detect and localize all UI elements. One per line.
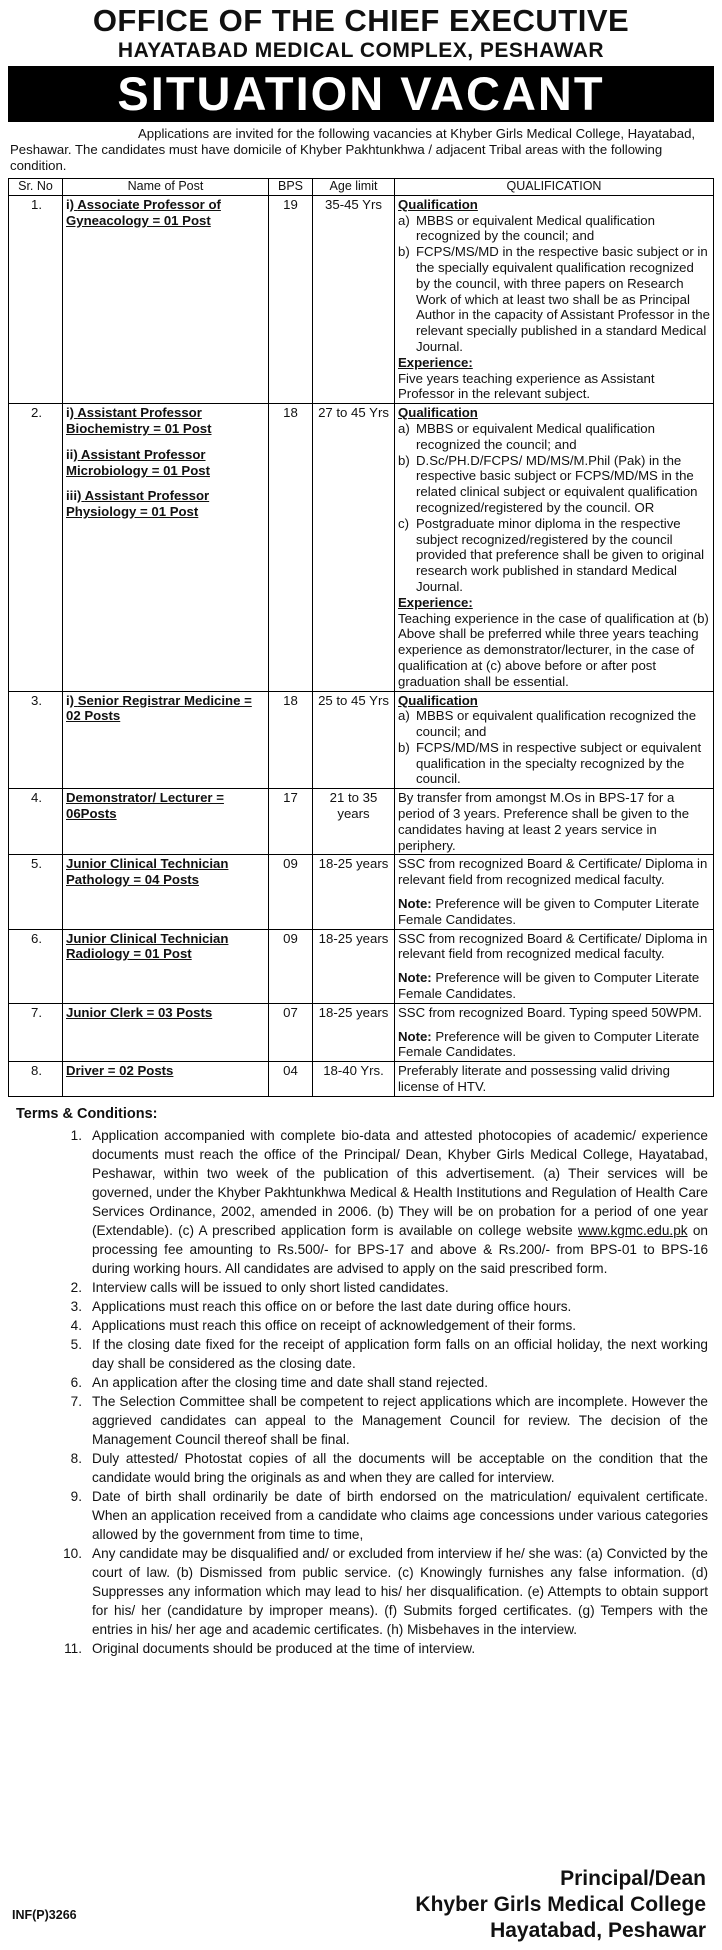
cell-qualification (395, 691, 714, 789)
term-number: 2. (70, 1279, 82, 1295)
intro-paragraph: Applications are invited for the following vacancies at Khyber Girls Medical College, Hayatabad, Peshawar. The candidates must have domicile of Khyber Pakhtunkhwa / adjacent Tribal areas with the following condition. (10, 126, 696, 173)
cell-bps: 17 (269, 789, 313, 855)
header-name-of-post: Name of Post (63, 179, 269, 196)
term-text: Applications must reach this office on or before the last date during office hours. (92, 1298, 572, 1314)
post-title: Junior Clerk = 03 Posts (66, 1004, 213, 1020)
term-number: 6. (70, 1374, 82, 1390)
post-title: Assistant Professor Biochemistry = 01 Post (66, 405, 212, 436)
cell-sr-no: 8. (9, 1062, 63, 1097)
table-row (9, 855, 714, 929)
table-row (9, 691, 714, 789)
qualification-text: D.Sc/PH.D/FCPS/ MD/MS/M.Phil (Pak) in the respective basic subject or FCPS/MD/MS in the related clinical subject or equivalent qualification recognized/registered by the council. OR (416, 452, 698, 515)
term-item (8, 1487, 714, 1544)
office-title: OFFICE OF THE CHIEF EXECUTIVE (92, 3, 630, 38)
term-item (8, 1278, 714, 1297)
cell-age-limit: 21 to 35 years (313, 789, 395, 855)
signatory-title: Principal/Dean (560, 1867, 706, 1890)
qualification-letter: b) (398, 452, 410, 468)
term-item (8, 1316, 714, 1335)
qualification-text: MBBS or equivalent Medical qualification recognized by the council; and (416, 212, 655, 244)
term-text: Application accompanied with complete bio-data and attested photocopies of academic/ experience documents must reach the office of the Principal/ Dean, Khyber Girls Medical College, Hayatabad, Peshawar, within two week of the publication of this advertisement. (a) Their services will be governed, under the Khyber Pakhtunkhwa Medical & Health Institutions and Regulation of Health Care Services Ordinance, 2002, amended in 2006. (b) They will be on probation for a period of one year (Extendable). (c) A prescribed application form is available on college website www.kgmc.edu.pk on processing fee amounting to Rs.500/- for BPS-17 and above & Rs.200/- from BPS-01 to BPS-16 during working hours. All candidates are advised to apply on the said prescribed form. (92, 1127, 708, 1276)
footer (8, 1854, 714, 1944)
term-number: 4. (70, 1317, 82, 1333)
experience-text: Five years teaching experience as Assistant Professor in the relevant subject. (398, 370, 655, 402)
post-name (66, 693, 265, 725)
signatory-college: Khyber Girls Medical College (415, 1893, 706, 1916)
term-text: Original documents should be produced at the time of interview. (92, 1640, 476, 1656)
note-body: Preference will be given to Computer Literate Female Candidates. (398, 1028, 700, 1060)
header-age-limit: Age limit (313, 179, 395, 196)
term-number: 11. (64, 1640, 82, 1656)
cell-sr-no: 3. (9, 691, 63, 789)
signatory-location: Hayatabad, Peshawar (490, 1919, 706, 1942)
qualification-label: Qualification (398, 405, 478, 421)
term-item (8, 1126, 714, 1278)
note-body: Preference will be given to Computer Literate Female Candidates. (398, 896, 700, 927)
experience-label: Experience: (398, 594, 473, 610)
term-text: Date of birth shall ordinarily be date of birth endorsed on the matriculation/ equivalent certificate. When an application received from a candidate who claims age concessions under various categories allowed by the government from time to time, (92, 1488, 708, 1542)
term-number: 1. (70, 1127, 82, 1143)
vacancy-table (8, 178, 714, 1097)
cell-post-name (63, 789, 269, 855)
term-text: Duly attested/ Photostat copies of all the documents will be acceptable on the condition that the candidate would bring the originals as and when they are called for interview. (92, 1450, 708, 1485)
qualification-text: SSC from recognized Board. Typing speed 50WPM. (398, 1004, 702, 1020)
qualification-item (398, 708, 710, 740)
qualification-item (398, 244, 710, 355)
note-text (398, 970, 710, 1002)
post-title: Assistant Professor Microbiology = 01 Post (66, 446, 210, 478)
qualification-text: SSC from recognized Board & Certificate/ Diploma in relevant field from recognized medical faculty. (398, 856, 708, 888)
cell-qualification (395, 195, 714, 403)
cell-sr-no: 6. (9, 929, 63, 1003)
cell-post-name (63, 855, 269, 929)
table-row (9, 1062, 714, 1097)
note-label: Note: (398, 970, 432, 986)
cell-bps: 09 (269, 855, 313, 929)
term-item (8, 1373, 714, 1392)
cell-bps: 18 (269, 404, 313, 691)
table-row (9, 195, 714, 403)
situation-vacant-banner: SITUATION VACANT (8, 66, 714, 122)
table-row (9, 929, 714, 1003)
cell-qualification (395, 855, 714, 929)
qualification-label: Qualification (398, 692, 478, 708)
table-header-row (9, 179, 714, 196)
post-prefix: i) (66, 692, 75, 708)
post-name (66, 790, 265, 822)
cell-post-name (63, 195, 269, 403)
qualification-letter: a) (398, 708, 410, 724)
cell-post-name (63, 929, 269, 1003)
experience-label: Experience: (398, 354, 473, 370)
post-prefix: i) (66, 405, 75, 421)
term-item (8, 1639, 714, 1658)
cell-bps: 19 (269, 195, 313, 403)
term-number: 3. (70, 1298, 82, 1314)
post-title: Associate Professor of Gyneacology = 01 Post (66, 196, 221, 228)
post-name (66, 488, 265, 520)
qualification-letter: b) (398, 739, 410, 755)
term-number: 10. (63, 1545, 82, 1561)
signature-block (415, 1866, 706, 1944)
complex-subtitle: HAYATABAD MEDICAL COMPLEX, PESHAWAR (117, 39, 605, 62)
cell-sr-no: 4. (9, 789, 63, 855)
note-label: Note: (398, 896, 432, 912)
qualification-text: MBBS or equivalent qualification recognized the council; and (416, 708, 697, 740)
cell-age-limit: 18-25 years (313, 929, 395, 1003)
post-prefix: iii) (66, 488, 82, 504)
qualification-letter: a) (398, 420, 410, 436)
post-name (66, 1005, 265, 1021)
cell-age-limit: 18-40 Yrs. (313, 1062, 395, 1097)
cell-qualification (395, 929, 714, 1003)
header-bps: BPS (269, 179, 313, 196)
table-row (9, 1003, 714, 1061)
term-text: Applications must reach this office on receipt of acknowledgement of their forms. (92, 1317, 577, 1333)
qualification-text: MBBS or equivalent Medical qualification recognized the council; and (416, 420, 655, 452)
cell-sr-no: 5. (9, 855, 63, 929)
qualification-item (398, 453, 710, 516)
terms-section (8, 1105, 714, 1658)
college-website-link[interactable]: www.kgmc.edu.pk (578, 1222, 688, 1238)
post-prefix: i) (66, 196, 75, 212)
cell-sr-no: 7. (9, 1003, 63, 1061)
post-name (66, 405, 265, 437)
note-text (398, 896, 710, 928)
post-name (66, 447, 265, 479)
term-item (8, 1335, 714, 1373)
qualification-text: FCPS/MD/MS in respective subject or equivalent qualification in the specialty recognized by the council. (416, 739, 702, 787)
cell-qualification (395, 1062, 714, 1097)
note-text (398, 1029, 710, 1061)
qualification-item (398, 516, 710, 595)
cell-post-name (63, 691, 269, 789)
cell-bps: 18 (269, 691, 313, 789)
term-number: 8. (70, 1450, 82, 1466)
cell-bps: 04 (269, 1062, 313, 1097)
term-number: 5. (70, 1336, 82, 1352)
term-number: 9. (70, 1488, 82, 1504)
post-title: Junior Clinical Technician Pathology = 04 Posts (66, 856, 229, 888)
inf-reference: INF(P)3266 (12, 1908, 77, 1922)
term-item (8, 1544, 714, 1639)
note-label: Note: (398, 1028, 432, 1044)
cell-post-name (63, 1003, 269, 1061)
post-title: Demonstrator/ Lecturer = 06Posts (66, 790, 224, 822)
qualification-label: Qualification (398, 196, 478, 212)
post-name (66, 197, 265, 229)
cell-age-limit: 35-45 Yrs (313, 195, 395, 403)
cell-qualification (395, 789, 714, 855)
cell-age-limit: 27 to 45 Yrs (313, 404, 395, 691)
qualification-text: SSC from recognized Board & Certificate/ Diploma in relevant field from recognized medical faculty. (398, 930, 708, 962)
qualification-text: By transfer from amongst M.Os in BPS-17 for a period of 3 years. Preference shall be given to the candidates having at least 2 years service in periphery. (398, 790, 690, 853)
post-title: Driver = 02 Posts (66, 1063, 174, 1079)
qualification-item (398, 421, 710, 453)
term-item (8, 1297, 714, 1316)
term-text: An application after the closing time and date shall stand rejected. (92, 1374, 488, 1390)
cell-post-name (63, 404, 269, 691)
term-text: The Selection Committee shall be competent to reject applications which are incomplete. However the aggrieved candidates can appeal to the Management Council for review. The decision of the Management Council thereof shall be final. (92, 1393, 708, 1447)
term-text: If the closing date fixed for the receipt of application form falls on an official holiday, the next working day shall be considered as the closing date. (92, 1336, 708, 1371)
cell-sr-no: 2. (9, 404, 63, 691)
post-name (66, 1063, 265, 1079)
qualification-text: Preferably literate and possessing valid driving license of HTV. (398, 1063, 670, 1095)
qualification-item (398, 740, 710, 787)
cell-age-limit: 18-25 years (313, 855, 395, 929)
header-qualification: QUALIFICATION (395, 179, 714, 196)
header-sr-no: Sr. No (9, 179, 63, 196)
qualification-text: Postgraduate minor diploma in the respective subject recognized/registered by the council provided that preference shall be given to original research work published in standard Medical Journal. (416, 515, 705, 594)
experience-text: Teaching experience in the case of qualification at (b) Above shall be preferred while three years teaching experience as demonstrator/lecturer, in the case of qualification at (c) above before or after post graduation shall be essential. (398, 610, 709, 689)
cell-qualification (395, 1003, 714, 1061)
post-title: Senior Registrar Medicine = 02 Posts (66, 692, 252, 724)
qualification-item (398, 213, 710, 245)
note-body: Preference will be given to Computer Literate Female Candidates. (398, 970, 700, 1002)
cell-age-limit: 18-25 years (313, 1003, 395, 1061)
term-item (8, 1449, 714, 1487)
qualification-text: FCPS/MS/MD in the respective basic subject or in the specially equivalent qualification recognized by the council, with three papers on Research Work of which at least two shall be as Principal Author in the capacity of Assistant Professor in the relevant specially published in a standard Medical Journal. (416, 244, 710, 354)
cell-bps: 09 (269, 929, 313, 1003)
terms-title: Terms & Conditions: (16, 1105, 158, 1122)
qualification-letter: c) (398, 515, 409, 531)
qualification-letter: a) (398, 212, 410, 228)
cell-bps: 07 (269, 1003, 313, 1061)
post-name (66, 856, 265, 888)
cell-qualification (395, 404, 714, 691)
post-title: Junior Clinical Technician Radiology = 01 Post (66, 930, 229, 962)
table-row (9, 404, 714, 691)
cell-post-name (63, 1062, 269, 1097)
cell-sr-no: 1. (9, 195, 63, 403)
term-number: 7. (70, 1393, 82, 1409)
post-name (66, 931, 265, 963)
term-text: Interview calls will be issued to only short listed candidates. (92, 1279, 449, 1295)
qualification-letter: b) (398, 244, 410, 260)
term-item (8, 1392, 714, 1449)
cell-age-limit: 25 to 45 Yrs (313, 691, 395, 789)
term-text: Any candidate may be disqualified and/ or excluded from interview if he/ she was: (a) Convicted by the court of law. (b) Dismissed from public service. (c) Knowingly furnishes any false information. (d) Suppresses any information which may lead to his/ her disqualification. (e) Attempts to obtain support for his/ her (candidature by improper means). (f) Submits forged certificates. (g) Tempers with the entries in his/ her age and academic certificates. (h) Misbehaves in the interview. (92, 1545, 708, 1637)
post-prefix: ii) (66, 446, 78, 462)
post-title: Assistant Professor Physiology = 01 Post (66, 488, 210, 520)
table-row (9, 789, 714, 855)
